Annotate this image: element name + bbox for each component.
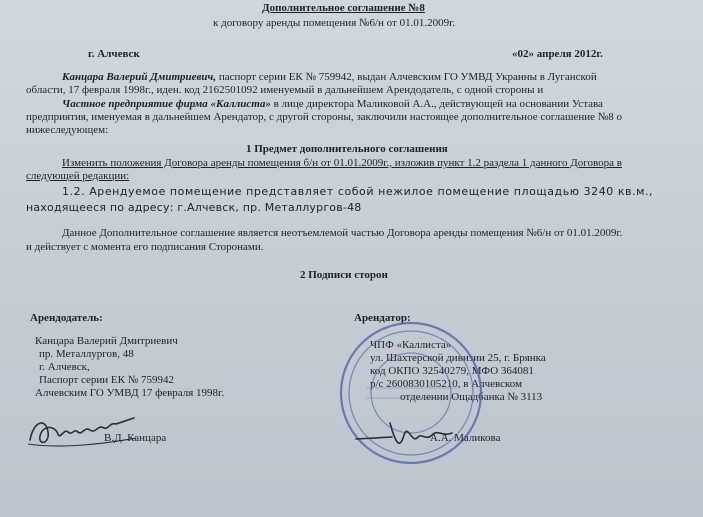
tenant-line: ул. Шахтерской дивизии 25, г. Брянка bbox=[370, 352, 546, 364]
landlord-name: Канцара Валерий Дмитриевич, bbox=[62, 71, 217, 83]
clause-1-2-address: находящееся по адресу: г.Алчевск, пр. Металлургов-48 bbox=[26, 201, 362, 214]
place: г. Алчевск bbox=[88, 48, 140, 60]
tenant-line: ЧПФ «Каллиста» bbox=[370, 339, 452, 351]
preamble-line bbox=[62, 98, 603, 111]
section-1-text: следующей редакции: bbox=[26, 170, 130, 182]
landlord-details bbox=[35, 335, 224, 400]
landlord-line: г. Алчевск, bbox=[39, 361, 90, 373]
document-subtitle: к договору аренды помещения №6/н от 01.01.2009г. bbox=[213, 17, 456, 29]
tenant-line: отделении Ощадбанка № 3113 bbox=[400, 391, 543, 403]
preamble-line: нижеследующем: bbox=[26, 124, 109, 136]
preamble-text: в лице директора Маликовой А.А., действующей на основании Устава bbox=[270, 98, 603, 110]
landlord-line: Канцара Валерий Дмитриевич bbox=[35, 335, 178, 347]
section-2-heading: 2 Подписи сторон bbox=[300, 269, 388, 281]
preamble-text: паспорт серии ЕК № 759942, выдан Алчевским ГО УМВД Украины в Луганской bbox=[216, 71, 597, 83]
closing-text: Данное Дополнительное соглашение является неотъемлемой частью Договора аренды помещения №6/н от 01.01.2009г. bbox=[62, 227, 623, 239]
preamble-line bbox=[62, 71, 597, 84]
date: «02» апреля 2012г. bbox=[512, 48, 603, 60]
landlord-line: пр. Металлургов, 48 bbox=[39, 348, 134, 360]
clause-1-2: 1.2. Арендуемое помещение представляет собой нежилое помещение площадью 3240 кв.м., bbox=[62, 185, 654, 198]
landlord-signature-name: В.Д. Канцара bbox=[104, 432, 167, 444]
landlord-line: Алчевским ГО УМВД 17 февраля 1998г. bbox=[35, 387, 225, 399]
section-1-text: Изменить положения Договора аренды помещения б/н от 01.01.2009г., изложив пункт 1.2 раздела 1 данного Договора в bbox=[62, 157, 622, 169]
preamble-line: области, 17 февраля 1998г., иден. код 2162501092 именуемый в дальнейшем Арендодатель, с одной стороны и bbox=[26, 84, 544, 96]
landlord-line: Паспорт серии ЕК № 759942 bbox=[39, 374, 174, 386]
preamble-line: предприятия, именуемая в дальнейшем Арендатор, с другой стороны, заключили настоящее дополнительное соглашение №8 о bbox=[26, 111, 623, 123]
section-1-heading: 1 Предмет дополнительного соглашения bbox=[246, 143, 448, 155]
landlord-label: Арендодатель: bbox=[30, 312, 103, 324]
tenant-name: Частное предприятие фирма «Каллиста» bbox=[62, 98, 271, 110]
tenant-line: р/с 2600830105210, в Алчевском bbox=[370, 378, 523, 390]
document-title: Дополнительное соглашение №8 bbox=[262, 2, 425, 14]
closing-text: и действует с момента его подписания Сторонами. bbox=[26, 241, 264, 253]
tenant-label: Арендатор: bbox=[354, 312, 411, 324]
tenant-line: код ОКПО 32540279, МФО 364081 bbox=[370, 365, 534, 377]
tenant-signature-name: А.А. Маликова bbox=[430, 432, 501, 444]
